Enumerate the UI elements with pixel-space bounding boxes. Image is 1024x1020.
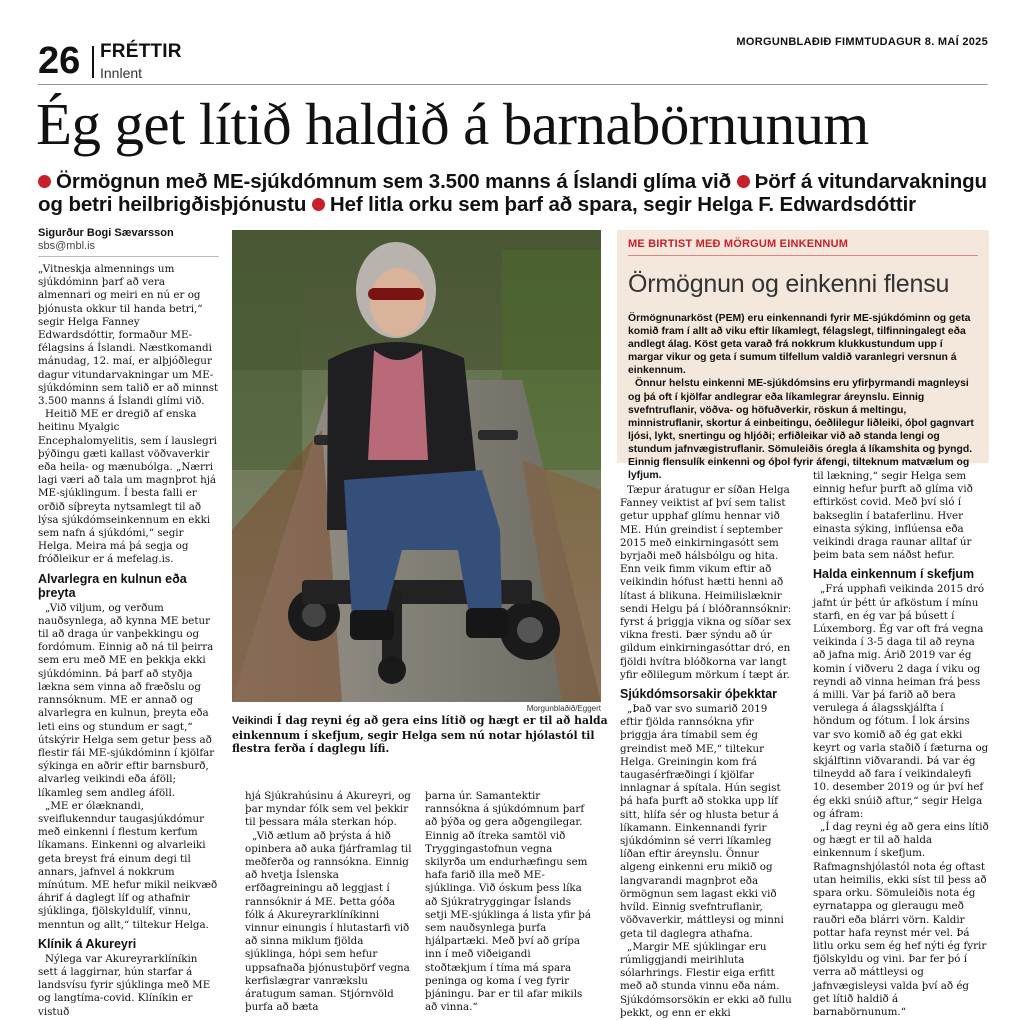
subhead: Hef litla orku sem þarf að spara, segir Helga F. Edwardsdóttir [329, 193, 917, 216]
photo-credit: Morgunblaðið/Eggert [526, 704, 601, 713]
masthead: MORGUNBLAÐIÐ FIMMTUDAGUR 8. MAÍ 2025 [736, 36, 988, 48]
page-number: 26 [38, 40, 81, 82]
paragraph: „Vitneskja almennings um sjúkdóminn þarf að vera almennari og meiri en nú er og þjónusta okkur til handa betri,“ segir Helga Fanney Edwardsdóttir, formaður ME-félagsins á Íslandi. Næstkomandi mánudag, 12. maí, er alþjóðlegur dagur vitundarvakningar um ME-sjúkdóminn sem talið er að minnst 3.500 manns á Íslandi glími við. [38, 263, 219, 408]
paragraph: „Í dag reyni ég að gera eins lítið og hægt er til að halda einkennum í skefjum. Rafmagnshjólastól nota ég oftast utan heimilis, ekki síst til þess að spara orku. Sömuleiðis nota ég eyrnatappa og gleraugu með rauðri eða blárri vörn. Kaldir pottar hafa reynst mér vel. Þá litlu orku sem ég hef nýti ég fyrir fjölskyldu og vini. Þar fer þó í verra að máttleysi og jafnvægisleysi valda því að ég get lítið haldið á barnabörnunum.“ [813, 821, 989, 1018]
article-column-1 [38, 263, 219, 1019]
byline-rule [38, 256, 219, 257]
paragraph: til lækning,“ segir Helga sem einnig hefur þurft að glíma við eftirköst covid. Með því sló í bakseglin í bataferlinu. Hver einasta sýking, inflúensa eða veikindi draga raunar alltaf úr þeim bata sem náðst hefur. [813, 470, 973, 562]
crosshead: Alvarlegra en kulnun eða þreyta [38, 571, 187, 600]
headline: Ég get lítið haldið á barnabörnunum [36, 91, 869, 157]
article-column-2 [245, 790, 413, 1014]
sidebar-paragraph: Önnur helstu einkenni ME-sjúkdómsins eru yfirþyrmandi magnleysi og þá oft í kjölfar andlegrar eða líkamlegrar áreynslu. Einnig svefntruflanir, vöðva- og höfuðverkir, röskun á meltingu, minnistruflanir, skortur á einbeitingu, óeðlilegur liðleiki, óþol gagnvart ljósi, lykt, snertingu og hljóði; erfiðleikar við að standa lengi og stundum jafnvægistruflanir. Sömuleiðis óregla á líkamshita og þyngd. Einnig flensulík einkenni og óþol fyrir áfengi, tilteknum matvælum og lyfjum. [628, 378, 974, 482]
subhead: Örmögnun með ME-sjúkdómnum sem 3.500 manns á Íslandi glíma við [56, 170, 732, 193]
sidebar-title: Örmögnun og einkenni flensu [628, 270, 950, 298]
paragraph: „ME er ólæknandi, sveiflukenndur taugasjúkdómur með einkenni í flestum kerfum líkamans. Einkenni og alvarleiki geta breyst frá einum degi til annars, jafnvel á nokkrum mínútum. ME hefur mikil neikvæð áhrif á daglegt líf og athafnir sjúklinga, fjölskyldulíf, vinnu, menntun og allt,“ tiltekur Helga. [38, 799, 218, 931]
paragraph: „Frá upphafi veikinda 2015 dró jafnt úr þétt úr afköstum í mínu starfi, en ég var þá búsett í Lúxemborg. Ég var oft frá vegna veikinda í 3-5 daga til að reyna að jafna mig. Árið 2019 var ég komin í viðveru 2 daga í viku og reyndi að vinna heiman frá þess á milli. Var þá farið að bera verulega á álagsskjálfta í höndum og fótum. Í lok ársins var svo komið að ég gat ekki keyrt og varla staðið í fæturna og skjálftinn viðvarandi. Þá var ég tilneydd að fara í veikindaleyfi 10. desember 2019 og úr því hef ég ekki snúið aftur,“ segir Helga og áfram: [813, 583, 989, 820]
crosshead: Halda einkennum í skefjum [813, 567, 975, 582]
paragraph: þarna úr. Samantektir rannsókna á sjúkdómnum þarf að þýða og gera aðgengilegar. Einnig að ítreka samtöl við Tryggingastofnun vegna skilyrða um endurhæfingu sem hafa farið illa með ME-sjúklinga. Við óskum þess líka að Sjúkratryggingar Íslands setji ME-sjúklinga á lista yfir þá sem nauðsynlega þurfa hjálpartæki. Með því að grípa inn í með viðeigandi stoðtækjum í tíma má spara peninga og koma í veg fyrir þjáningu. Þar er til afar mikils að vinna.“ [425, 790, 592, 1014]
article-column-5 [813, 470, 989, 1019]
bullet-icon [737, 175, 750, 188]
section-label: FRÉTTIR [100, 41, 182, 62]
subheads [38, 170, 998, 216]
paragraph: „Við ætlum að þrýsta á hið opinbera að auka fjárframlag til meðferða og rannsókna. Einnig að hvetja Íslenska erfðagreiningu að leggjast í rannsóknir á ME. Þetta góða fólk á Akureyrarklíníkinni vinnur einungis í hlutastarfi við að sinna miklum fjölda sjúklinga, hópi sem hefur uppsafnaða þjónustuþörf vegna kerfislægrar vanrækslu áratugum saman. Stjórnvöld þurfa að bæta [245, 829, 412, 1014]
paragraph: Heitið ME er dregið af enska heitinu Myalgic Encephalomyelitis, sem í lauslegri þýðingu gæti kallast vöðvaverkir eða heila- og mænubólga. „Nærri lagi væri að tala um magnþrot hjá ME-sjúklingum. Í besta falli er orðið síþreyta nytsamlegt til að lýsa sjúkdómseinkennum en ekki sem nafn á sjúkdómi,“ segir Helga. Meira má þá segja og fróðleikur er á mefelag.is. [38, 408, 217, 566]
caption-lead: Veikindi [232, 715, 273, 727]
sidebar-body [628, 312, 980, 482]
page-number-divider [92, 46, 94, 78]
byline-email: sbs@mbl.is [38, 240, 96, 252]
sidebar-paragraph: Örmögnunarköst (PEM) eru einkennandi fyrir ME-sjúkdóminn og geta komið fram í allt að viku eftir líkamlegt, félagslegt, tilfinningalegt eða andlegt álag. Köst geta varað frá nokkrum klukkustundum upp í margar vikur og geta í sumum tilfellum valdið varanlegri versnun á einkennum. [628, 313, 971, 377]
article-photo [232, 230, 601, 702]
photo-caption [232, 714, 612, 756]
paragraph: „Margir ME sjúklingar eru rúmliggjandi meirihluta sólarhrings. Flestir eiga erfitt með að stunda vinnu eða nám. Sjúkdómsorsökin er ekki að fullu þekkt, og enn er ekki [620, 940, 792, 1019]
photo-wheelchair-woman [232, 230, 601, 702]
byline-author: Sigurður Bogi Sævarsson [38, 227, 174, 239]
crosshead: Klínik á Akureyri [38, 936, 137, 951]
subsection-label: Innlent [100, 65, 143, 81]
article-column-4 [620, 484, 792, 1020]
bullet-icon [312, 198, 325, 211]
article-column-3 [425, 790, 593, 1014]
paragraph: Nýlega var Akureyrarklíníkin sett á laggirnar, hún starfar á landsvísu fyrir sjúklinga með ME og langtíma-covid. Klíníkin er vistuð [38, 952, 211, 1018]
paragraph: hjá Sjúkrahúsinu á Akureyri, og þar myndar fólk sem vel þekkir til þessara mála sterkan hóp. [245, 790, 411, 829]
subhead: Þörf á vitundarvakningu og betri heilbrigðisþjónustu [38, 170, 987, 216]
sidebar-rule [628, 255, 978, 256]
paragraph: „Við viljum, og verðum nauðsynlega, að kynna ME betur til að draga úr vanþekkingu og fordómum. Einnig að ná til þeirra sem eru með ME en þekkja ekki sjúkdóminn. Þá þarf að styðja lækna sem vinna að fræðslu og rannsóknum. ME er annað og alvarlegra en kulnun, þreyta eða leti eins og stundum er sagt,“ útskýrir Helga sem getur þess að flestir fái ME-sjúkdóminn í kjölfar sýkinga en aðrir eftir barnsburð, alvarleg veikindi eða áföll; líkamleg sem andleg áföll. [38, 601, 215, 799]
caption-text: Í dag reyni ég að gera eins lítið og hægt er til að halda einkennum í skefjum, segir Helga sem nú notar hjólastól til flestra ferða í daglegu lífi. [232, 714, 608, 755]
sidebar-tag: ME BIRTIST MEÐ MÖRGUM EINKENNUM [628, 238, 849, 250]
crosshead: Sjúkdómsorsakir óþekktar [620, 687, 778, 702]
paragraph: „Það var svo sumarið 2019 eftir fjölda rannsókna yfir þriggja ára tímabil sem ég greindist með ME,“ tiltekur Helga. Greiningin kom frá taugasérfræðingi í kjölfar innlagnar á spítala. Hún segist þá hafa þurft að stokka upp líf sitt, hlífa sér og hlusta betur á líkamann. Einkennandi fyrir sjúkdóminn sé verri líkamleg líðan eftir áreynslu. Önnur algeng einkenni eru mikið og langvarandi magnþrot eða örmögnun sem lagast ekki við hvíld. Einnig svefntruflanir, vöðvaverkir, máttleysi og minni geta til daglegra athafna. [620, 703, 784, 940]
bullet-icon [38, 175, 51, 188]
top-rule [38, 84, 988, 85]
paragraph: Tæpur áratugur er síðan Helga Fanney veiktist af því sem talist getur upphaf glímu hennar við ME. Hún greindist í september 2015 með einkirningasótt sem byrjaði með hálsbólgu og hita. Enn veik fimm vikum eftir að veikindin hófust hætti henni að lítast á blikuna. Heimilislæknir sendi Helgu þá í blóðrannsóknir: fyrst á þriggja vikna og síðar sex vikna fresti. Þær sýndu að úr gildum einkirningasóttar dró, en fjöldi hvítra blóðkorna var langt yfir eðlilegum mörkum í tæpt ár. [620, 484, 792, 681]
